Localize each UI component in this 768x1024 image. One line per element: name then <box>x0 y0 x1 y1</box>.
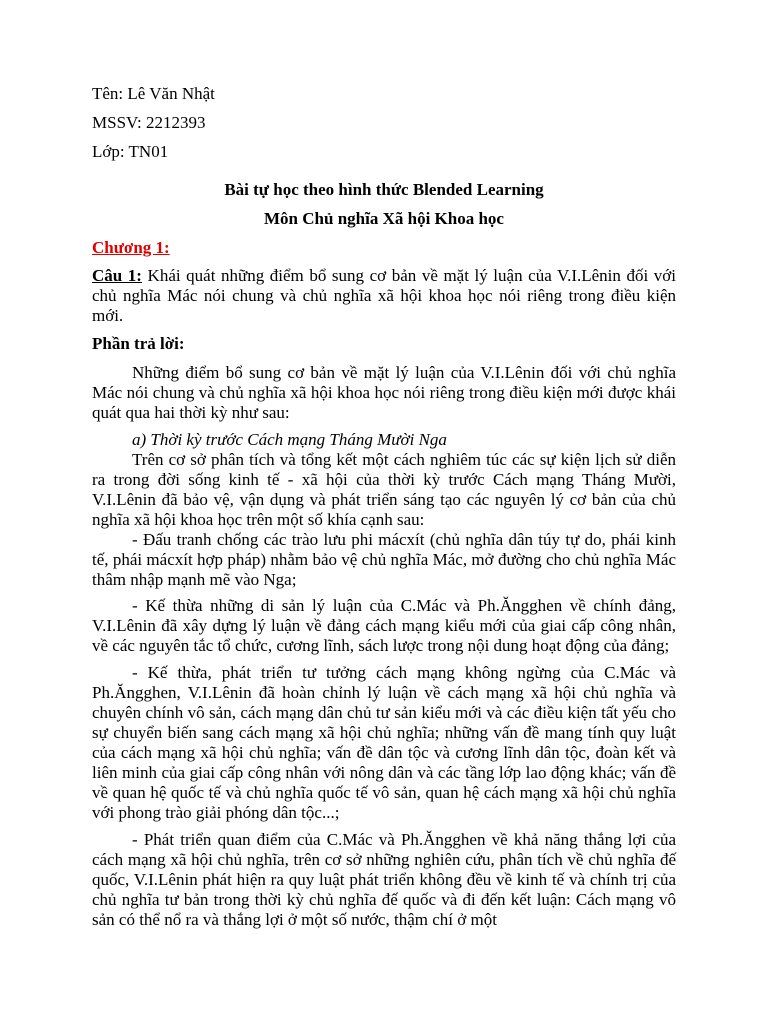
bullet-3: - Kế thừa, phát triển tư tưởng cách mạng không ngừng của C.Mác và Ph.Ăngghen, V.I.Lênin đã hoàn chỉnh lý luận về cách mạng xã hội chủ nghĩa và chuyên chính vô sản, cách mạng dân chủ tư sản kiểu mới và các điều kiện tất yếu cho sự chuyển biến sang cách mạng xã hội chủ nghĩa; những vấn đề mang tính quy luật của cách mạng xã hội chủ nghĩa; vấn đề dân tộc và cương lĩnh dân tộc, đoàn kết và liên minh của giai cấp công nhân với nông dân và các tầng lớp lao động khác; vấn đề về quan hệ quốc tế và chủ nghĩa quốc tế vô sản, quan hệ cách mạng xã hội chủ nghĩa với phong trào giải phóng dân tộc...; <box>92 663 676 822</box>
bullet-2: - Kế thừa những di sản lý luận của C.Mác và Ph.Ăngghen về chính đảng, V.I.Lênin đã xây dựng lý luận về đảng cách mạng kiểu mới của giai cấp công nhân, về các nguyên tắc tổ chức, cương lĩnh, sách lược trong nội dung hoạt động của đảng; <box>92 596 676 655</box>
intro-paragraph: Những điểm bổ sung cơ bản về mặt lý luận của V.I.Lênin đối với chủ nghĩa Mác nói chung và chủ nghĩa xã hội khoa học nói riêng trong điều kiện mới được khái quát qua hai thời kỳ như sau: <box>92 363 676 422</box>
question-label: Câu 1: <box>92 266 142 285</box>
subject-title: Môn Chủ nghĩa Xã hội Khoa học <box>264 209 504 228</box>
question-paragraph <box>92 266 676 326</box>
section-a-heading: a) Thời kỳ trước Cách mạng Tháng Mười Nga <box>132 430 447 449</box>
student-class: Lớp: TN01 <box>92 142 169 161</box>
student-id: MSSV: 2212393 <box>92 113 206 132</box>
question-text: Khái quát những điểm bổ sung cơ bản về mặt lý luận của V.I.Lênin đối với chủ nghĩa Mác nói chung và chủ nghĩa xã hội khoa học nói riêng trong điều kiện mới. <box>92 266 676 325</box>
answer-heading: Phần trả lời: <box>92 334 185 353</box>
bullet-1: - Đấu tranh chống các trào lưu phi mácxít (chủ nghĩa dân túy tự do, phái kinh tế, phái mácxít hợp pháp) nhằm bảo vệ chủ nghĩa Mác, mở đường cho chủ nghĩa Mác thâm nhập mạnh mẽ vào Nga; <box>92 530 676 589</box>
chapter-heading: Chương 1: <box>92 238 170 257</box>
section-a-paragraph: Trên cơ sở phân tích và tổng kết một cách nghiêm túc các sự kiện lịch sử diễn ra trong đời sống kinh tế - xã hội của thời kỳ trước Cách mạng Tháng Mười, V.I.Lênin đã bảo vệ, vận dụng và phát triển sáng tạo các nguyên lý cơ bản của chủ nghĩa xã hội khoa học trên một số khía cạnh sau: <box>92 450 676 529</box>
student-name: Tên: Lê Văn Nhật <box>92 84 215 103</box>
document-title: Bài tự học theo hình thức Blended Learning <box>224 180 544 199</box>
bullet-4: - Phát triển quan điểm của C.Mác và Ph.Ăngghen về khả năng thắng lợi của cách mạng xã hội chủ nghĩa, trên cơ sở những nghiên cứu, phân tích về chủ nghĩa đế quốc, V.I.Lênin phát hiện ra quy luật phát triển không đều về kinh tế và chính trị của chủ nghĩa tư bản trong thời kỳ chủ nghĩa đế quốc và đi đến kết luận: Cách mạng vô sản có thể nổ ra và thắng lợi ở một số nước, thậm chí ở một <box>92 830 676 929</box>
